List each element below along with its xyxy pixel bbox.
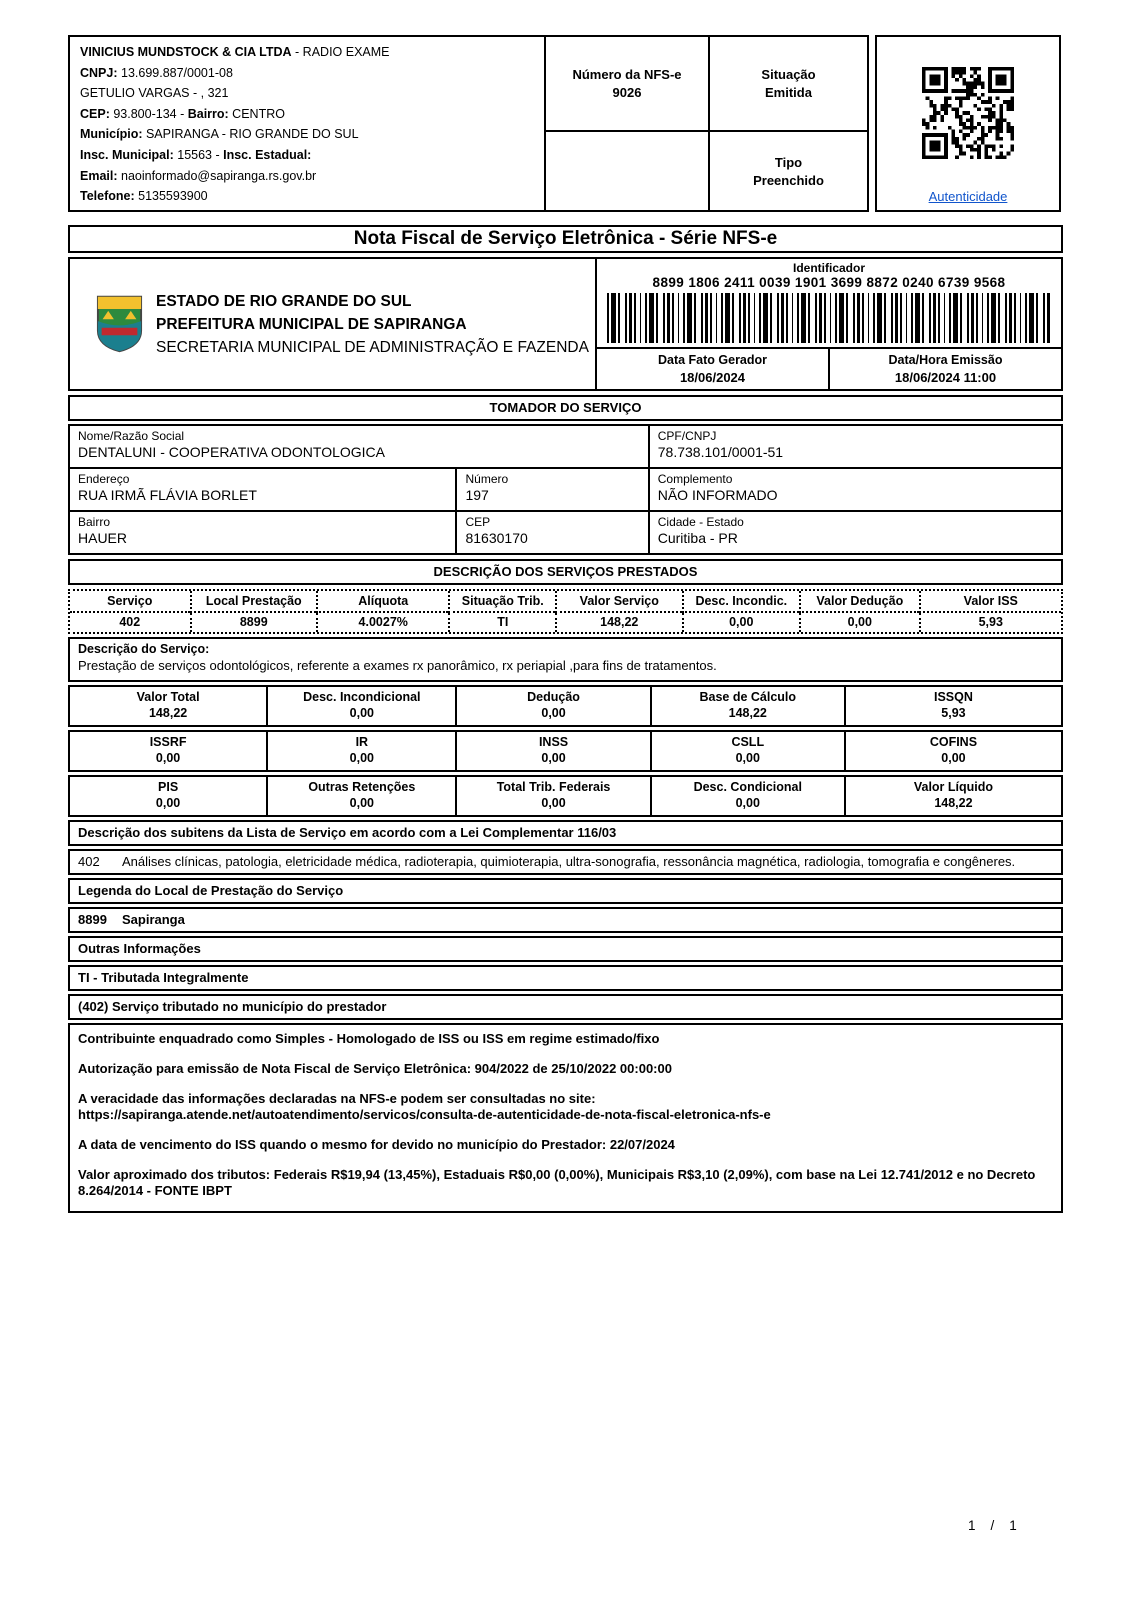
endereco-value: RUA IRMÃ FLÁVIA BORLET bbox=[78, 487, 257, 503]
identificador-label: Identificador bbox=[792, 261, 865, 275]
desc-incondicional-cell: Desc. Incondicional 0,00 bbox=[266, 687, 455, 725]
provider-cnpj: 13.699.887/0001-08 bbox=[117, 65, 233, 80]
complemento-value: NÃO INFORMADO bbox=[657, 487, 778, 503]
provider-cep-line: CEP: 93.800-134 - Bairro: CENTRO bbox=[80, 106, 285, 121]
tipo-cell bbox=[710, 132, 867, 210]
cep-cell bbox=[455, 512, 647, 553]
issrf-cell: ISSRF 0,00 bbox=[149, 735, 187, 765]
service-description-text: Prestação de serviços odontológicos, referente a exames rx panorâmico, rx periapial ,para fins de tratamentos. bbox=[78, 658, 717, 673]
autenticidade-link[interactable]: Autenticidade bbox=[928, 189, 1008, 204]
qr-code-icon bbox=[922, 67, 1014, 159]
col-valor-iss-header: Valor ISS bbox=[919, 591, 1061, 613]
outras-retencoes-cell: Outras Retenções 0,00 bbox=[266, 777, 455, 815]
nfse-number-value: 9026 bbox=[612, 85, 642, 100]
col-desc-incondic-value: 0,00 bbox=[682, 613, 800, 632]
cpf-cnpj-label: CPF/CNPJ bbox=[657, 429, 717, 443]
org-secretary: SECRETARIA MUNICIPAL DE ADMINISTRAÇÃO E FAZENDA bbox=[156, 338, 589, 356]
deducao-cell: Dedução 0,00 bbox=[455, 687, 649, 725]
provider-name: VINICIUS MUNDSTOCK & CIA LTDA bbox=[80, 45, 292, 59]
totals-row-3 bbox=[68, 775, 1063, 817]
cidade-estado-cell bbox=[648, 512, 1061, 553]
outras-informacoes-header: Outras Informações bbox=[68, 936, 1063, 962]
service-line-table bbox=[68, 589, 1063, 634]
numero-value: 197 bbox=[465, 487, 489, 503]
tomador-grid bbox=[68, 424, 1063, 555]
cep-value: 81630170 bbox=[465, 530, 528, 546]
inss-cell: INSS 0,00 bbox=[455, 732, 649, 770]
col-local-value: 8899 bbox=[190, 613, 316, 632]
ir-cell: IR 0,00 bbox=[266, 732, 455, 770]
totals-row-2 bbox=[68, 730, 1063, 772]
provider-name-line: VINICIUS MUNDSTOCK & CIA LTDA - RADIO EXAME bbox=[80, 45, 390, 59]
base-calculo-cell: Base de Cálculo 148,22 bbox=[650, 687, 844, 725]
nome-label: Nome/Razão Social bbox=[78, 429, 185, 443]
ti-line: TI - Tributada Integralmente bbox=[68, 965, 1063, 991]
provider-cnpj-line: CNPJ: 13.699.887/0001-08 bbox=[80, 65, 233, 80]
tomador-row-1 bbox=[70, 426, 1061, 467]
endereco-cell bbox=[70, 469, 455, 510]
cidade-estado-value: Curitiba - PR bbox=[657, 530, 738, 546]
situacao-label: Situação bbox=[761, 67, 816, 82]
nfse-number-label: Número da NFS-e bbox=[572, 67, 682, 82]
empty-cell bbox=[546, 132, 710, 210]
provider-phone-line: Telefone: 5135593900 bbox=[80, 189, 208, 204]
issuer-header bbox=[70, 259, 595, 389]
nome-cell bbox=[70, 426, 648, 467]
servicos-section-header: DESCRIÇÃO DOS SERVIÇOS PRESTADOS bbox=[68, 559, 1063, 585]
coat-of-arms-icon bbox=[96, 294, 143, 354]
legenda-text: Sapiranga bbox=[122, 912, 185, 927]
total-trib-federais-cell: Total Trib. Federais 0,00 bbox=[455, 777, 649, 815]
data-fato-gerador-cell bbox=[597, 349, 828, 389]
cep-label: CEP bbox=[465, 515, 491, 529]
provider-phone: 5135593900 bbox=[134, 189, 208, 204]
col-local-header: Local Prestação bbox=[190, 591, 316, 613]
numero-cell bbox=[455, 469, 647, 510]
qr-box bbox=[875, 35, 1061, 212]
tributos-paragraph: Valor aproximado dos tributos: Federais R$19,94 (13,45%), Estaduais R$0,00 (0,00%), Municipais R$3,10 (2,09%), com base na Lei 12.741/2012 e no Decreto 8.264/2014 - FONTE IBPT bbox=[78, 1167, 1036, 1198]
cofins-cell: COFINS 0,00 bbox=[844, 732, 1061, 770]
totals-row-1 bbox=[68, 685, 1063, 727]
subitens-header: Descrição dos subitens da Lista de Serviço em acordo com a Lei Complementar 116/03 bbox=[68, 820, 1063, 846]
col-servico-header: Serviço bbox=[70, 591, 190, 613]
col-valor-deducao-value: 0,00 bbox=[799, 613, 919, 632]
tomador-row-2 bbox=[70, 467, 1061, 510]
cidade-estado-label: Cidade - Estado bbox=[657, 515, 744, 529]
bairro-value: HAUER bbox=[78, 530, 128, 546]
tipo-label: Tipo bbox=[774, 154, 803, 170]
provider-email-line: Email: naoinformado@sapiranga.rs.gov.br bbox=[80, 168, 317, 183]
situacao-cell bbox=[710, 37, 867, 132]
nfse-document bbox=[68, 35, 1063, 1213]
document-title: Nota Fiscal de Serviço Eletrônica - Série NFS-e bbox=[353, 228, 778, 249]
issuer-header-box bbox=[68, 257, 1063, 391]
data-emissao-label: Data/Hora Emissão bbox=[888, 353, 1003, 367]
col-valor-iss-value: 5,93 bbox=[919, 613, 1061, 632]
tipo-value: Preenchido bbox=[753, 172, 824, 188]
provider-municipio-line: Município: SAPIRANGA - RIO GRANDE DO SUL bbox=[80, 127, 359, 142]
legenda-header: Legenda do Local de Prestação do Serviço bbox=[68, 878, 1063, 904]
nfse-number-cell bbox=[546, 37, 710, 132]
valor-total-cell: Valor Total 148,22 bbox=[136, 690, 200, 720]
cpf-cnpj-value: 78.738.101/0001-51 bbox=[657, 444, 784, 460]
subitem-line bbox=[68, 849, 1063, 875]
data-fato-value: 18/06/2024 bbox=[679, 370, 746, 385]
complemento-label: Complemento bbox=[657, 472, 733, 486]
top-header-row bbox=[68, 35, 1063, 212]
col-servico-value: 402 bbox=[119, 615, 141, 629]
col-situacao-value: TI bbox=[448, 613, 555, 632]
veracidade-paragraph: A veracidade das informações declaradas na NFS-e podem ser consultadas no site: https://sapiranga.atende.net/autoatendimento/servicos/consulta-de-autenticidade-de-nota-fiscal-eletronica-nfs-e bbox=[78, 1091, 771, 1122]
barcode-icon bbox=[607, 293, 1051, 343]
valor-liquido-cell: Valor Líquido 148,22 bbox=[844, 777, 1061, 815]
identificador-section bbox=[595, 259, 1061, 389]
tomador-row-3 bbox=[70, 510, 1061, 553]
provider-street: GETULIO VARGAS - , 321 bbox=[80, 86, 229, 101]
nome-value: DENTALUNI - COOPERATIVA ODONTOLOGICA bbox=[78, 444, 386, 460]
consulta-url: https://sapiranga.atende.net/autoatendimento/servicos/consulta-de-autenticidade-de-nota-fiscal-eletronica-nfs-e bbox=[78, 1107, 771, 1122]
provider-email: naoinformado@sapiranga.rs.gov.br bbox=[117, 168, 317, 183]
col-aliquota-value: 4.0027% bbox=[316, 613, 448, 632]
situacao-value: Emitida bbox=[765, 85, 812, 100]
service-description-box bbox=[68, 637, 1063, 682]
tomador-section-header: TOMADOR DO SERVIÇO bbox=[68, 395, 1063, 421]
legenda-code: 8899 bbox=[78, 912, 107, 927]
pis-cell: PIS 0,00 bbox=[155, 780, 181, 810]
identificador-number: 8899 1806 2411 0039 1901 3699 8872 0240 6739 9568 bbox=[652, 275, 1006, 290]
dates-row bbox=[597, 347, 1061, 389]
col-valor-servico-value: 148,22 bbox=[555, 613, 682, 632]
servico-402-line: (402) Serviço tributado no município do prestador bbox=[68, 994, 1063, 1020]
service-description-label: Descrição do Serviço: bbox=[78, 642, 210, 656]
additional-info-box bbox=[68, 1023, 1063, 1213]
col-aliquota-header: Alíquota bbox=[316, 591, 448, 613]
col-valor-servico-header: Valor Serviço bbox=[555, 591, 682, 613]
provider-inscricao-line: Insc. Municipal: 15563 - Insc. Estadual: bbox=[80, 147, 312, 162]
bairro-label: Bairro bbox=[78, 515, 111, 529]
numero-label: Número bbox=[465, 472, 509, 486]
vencimento-paragraph: A data de vencimento do ISS quando o mesmo for devido no município do Prestador: 22/07/2024 bbox=[78, 1137, 675, 1152]
data-emissao-cell bbox=[828, 349, 1061, 389]
data-emissao-value: 18/06/2024 11:00 bbox=[894, 370, 997, 385]
subitem-text: Análises clínicas, patologia, eletricidade médica, radioterapia, quimioterapia, ultra-sonografia, ressonância magnética, radiologia, tomografia e congêneres. bbox=[122, 854, 1016, 869]
government-names bbox=[156, 290, 589, 359]
bairro-cell bbox=[70, 512, 455, 553]
cpf-cnpj-cell bbox=[648, 426, 1061, 467]
page-number: 1 / 1 bbox=[968, 1518, 1017, 1533]
org-city-hall: PREFEITURA MUNICIPAL DE SAPIRANGA bbox=[156, 315, 467, 333]
col-desc-incondic-header: Desc. Incondic. bbox=[682, 591, 800, 613]
endereco-label: Endereço bbox=[78, 472, 130, 486]
col-situacao-header: Situação Trib. bbox=[448, 591, 555, 613]
subitem-code: 402 bbox=[78, 854, 100, 869]
csll-cell: CSLL 0,00 bbox=[650, 732, 844, 770]
document-title-bar bbox=[68, 225, 1063, 253]
complemento-cell bbox=[648, 469, 1061, 510]
contribuinte-paragraph: Contribuinte enquadrado como Simples - Homologado de ISS ou ISS em regime estimado/fixo bbox=[78, 1031, 660, 1046]
provider-info-box bbox=[68, 35, 546, 212]
provider-street-line bbox=[80, 83, 534, 104]
col-valor-deducao-header: Valor Dedução bbox=[799, 591, 919, 613]
issqn-cell: ISSQN 5,93 bbox=[844, 687, 1061, 725]
data-fato-label: Data Fato Gerador bbox=[657, 353, 768, 367]
nfse-summary-box bbox=[544, 35, 869, 212]
desc-condicional-cell: Desc. Condicional 0,00 bbox=[650, 777, 844, 815]
legenda-line bbox=[68, 907, 1063, 933]
autorizacao-paragraph: Autorização para emissão de Nota Fiscal de Serviço Eletrônica: 904/2022 de 25/10/2022 00:00:00 bbox=[78, 1061, 672, 1076]
org-state: ESTADO DE RIO GRANDE DO SUL bbox=[156, 292, 412, 310]
